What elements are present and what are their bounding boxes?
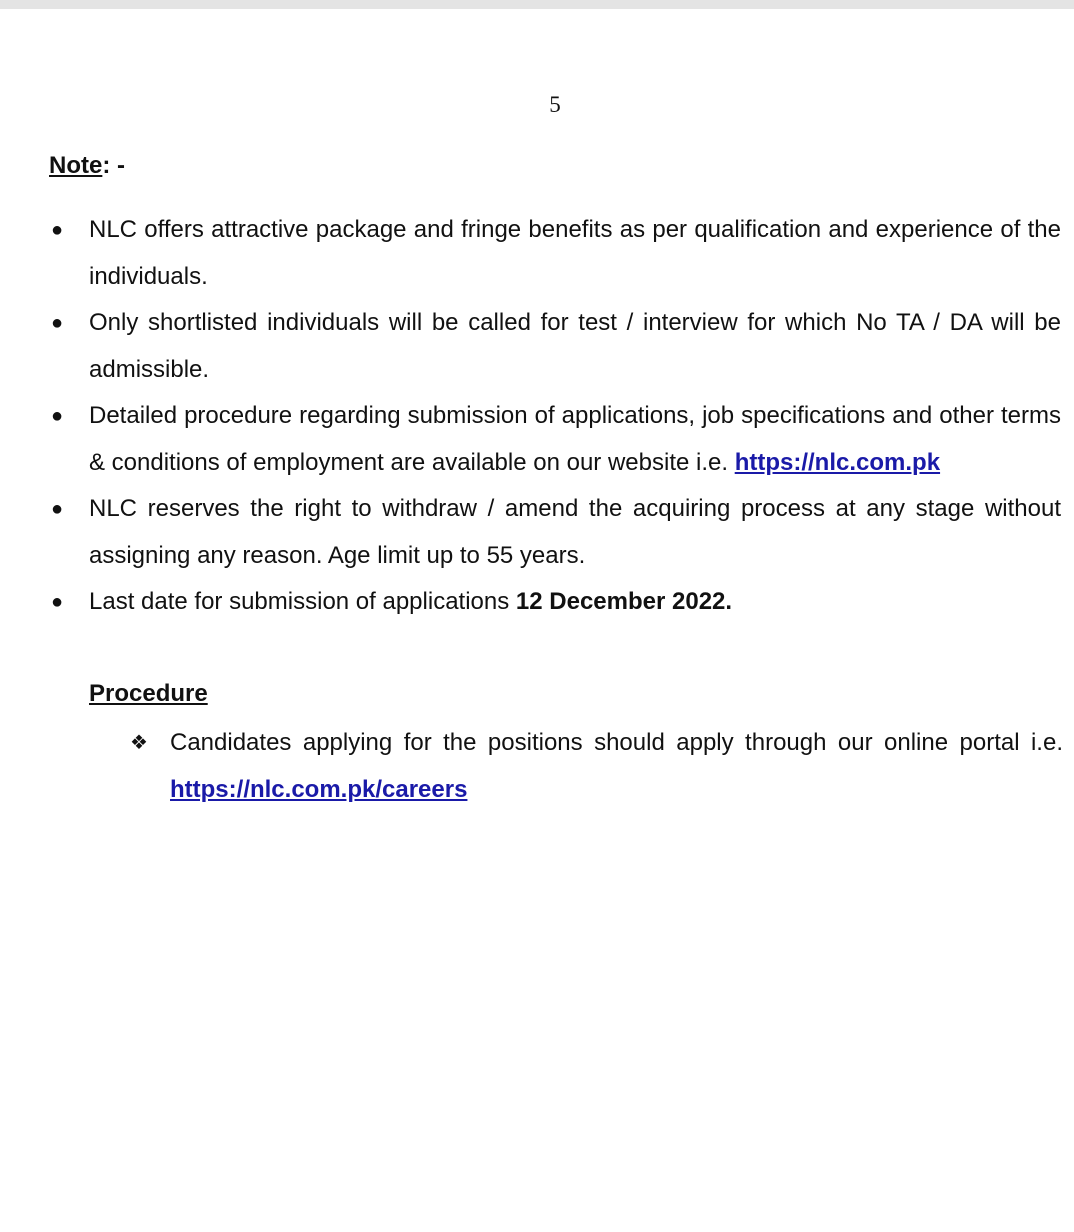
bullet-text: NLC reserves the right to withdraw / amend the acquiring process at any stage without assigning any reason. Age limit up to 55 years. <box>89 495 1061 569</box>
bullet-icon: ● <box>51 312 64 334</box>
bullet-text: Only shortlisted individuals will be called for test / interview for which No TA / DA will be admissible. <box>89 309 1061 383</box>
deadline-date: 12 December 2022. <box>515 588 733 615</box>
page-number: 5 <box>549 92 561 117</box>
list-item <box>0 300 1061 393</box>
bullet-text: Last date for submission of applications <box>89 588 510 615</box>
website-link[interactable]: https://nlc.com.pk <box>734 448 941 476</box>
note-heading <box>49 152 125 180</box>
list-item <box>0 207 1061 300</box>
diamond-bullet-icon: ❖ <box>130 732 148 754</box>
list-item <box>0 486 1061 579</box>
note-suffix: : - <box>102 152 125 179</box>
bullet-text: NLC offers attractive package and fringe benefits as per qualification and experience of the individuals. <box>89 216 1061 290</box>
procedure-heading: Procedure <box>89 680 208 707</box>
bullet-text: Detailed procedure regarding submission of applications, job specifications and other terms & conditions of employment are available on our website i.e. <box>89 402 1061 476</box>
bullet-icon: ● <box>51 405 64 427</box>
procedure-text: Candidates applying for the positions should apply through our online portal i.e. <box>170 729 1063 756</box>
notes-list <box>0 207 1074 626</box>
list-item <box>0 393 1061 486</box>
bullet-icon: ● <box>51 219 64 241</box>
list-item <box>0 579 1061 626</box>
note-title: Note <box>49 152 103 179</box>
bullet-icon: ● <box>51 591 64 613</box>
procedure-item <box>130 720 1063 813</box>
careers-link[interactable]: https://nlc.com.pk/careers <box>170 775 468 803</box>
bullet-icon: ● <box>51 498 64 520</box>
viewer-top-strip <box>0 0 1074 9</box>
